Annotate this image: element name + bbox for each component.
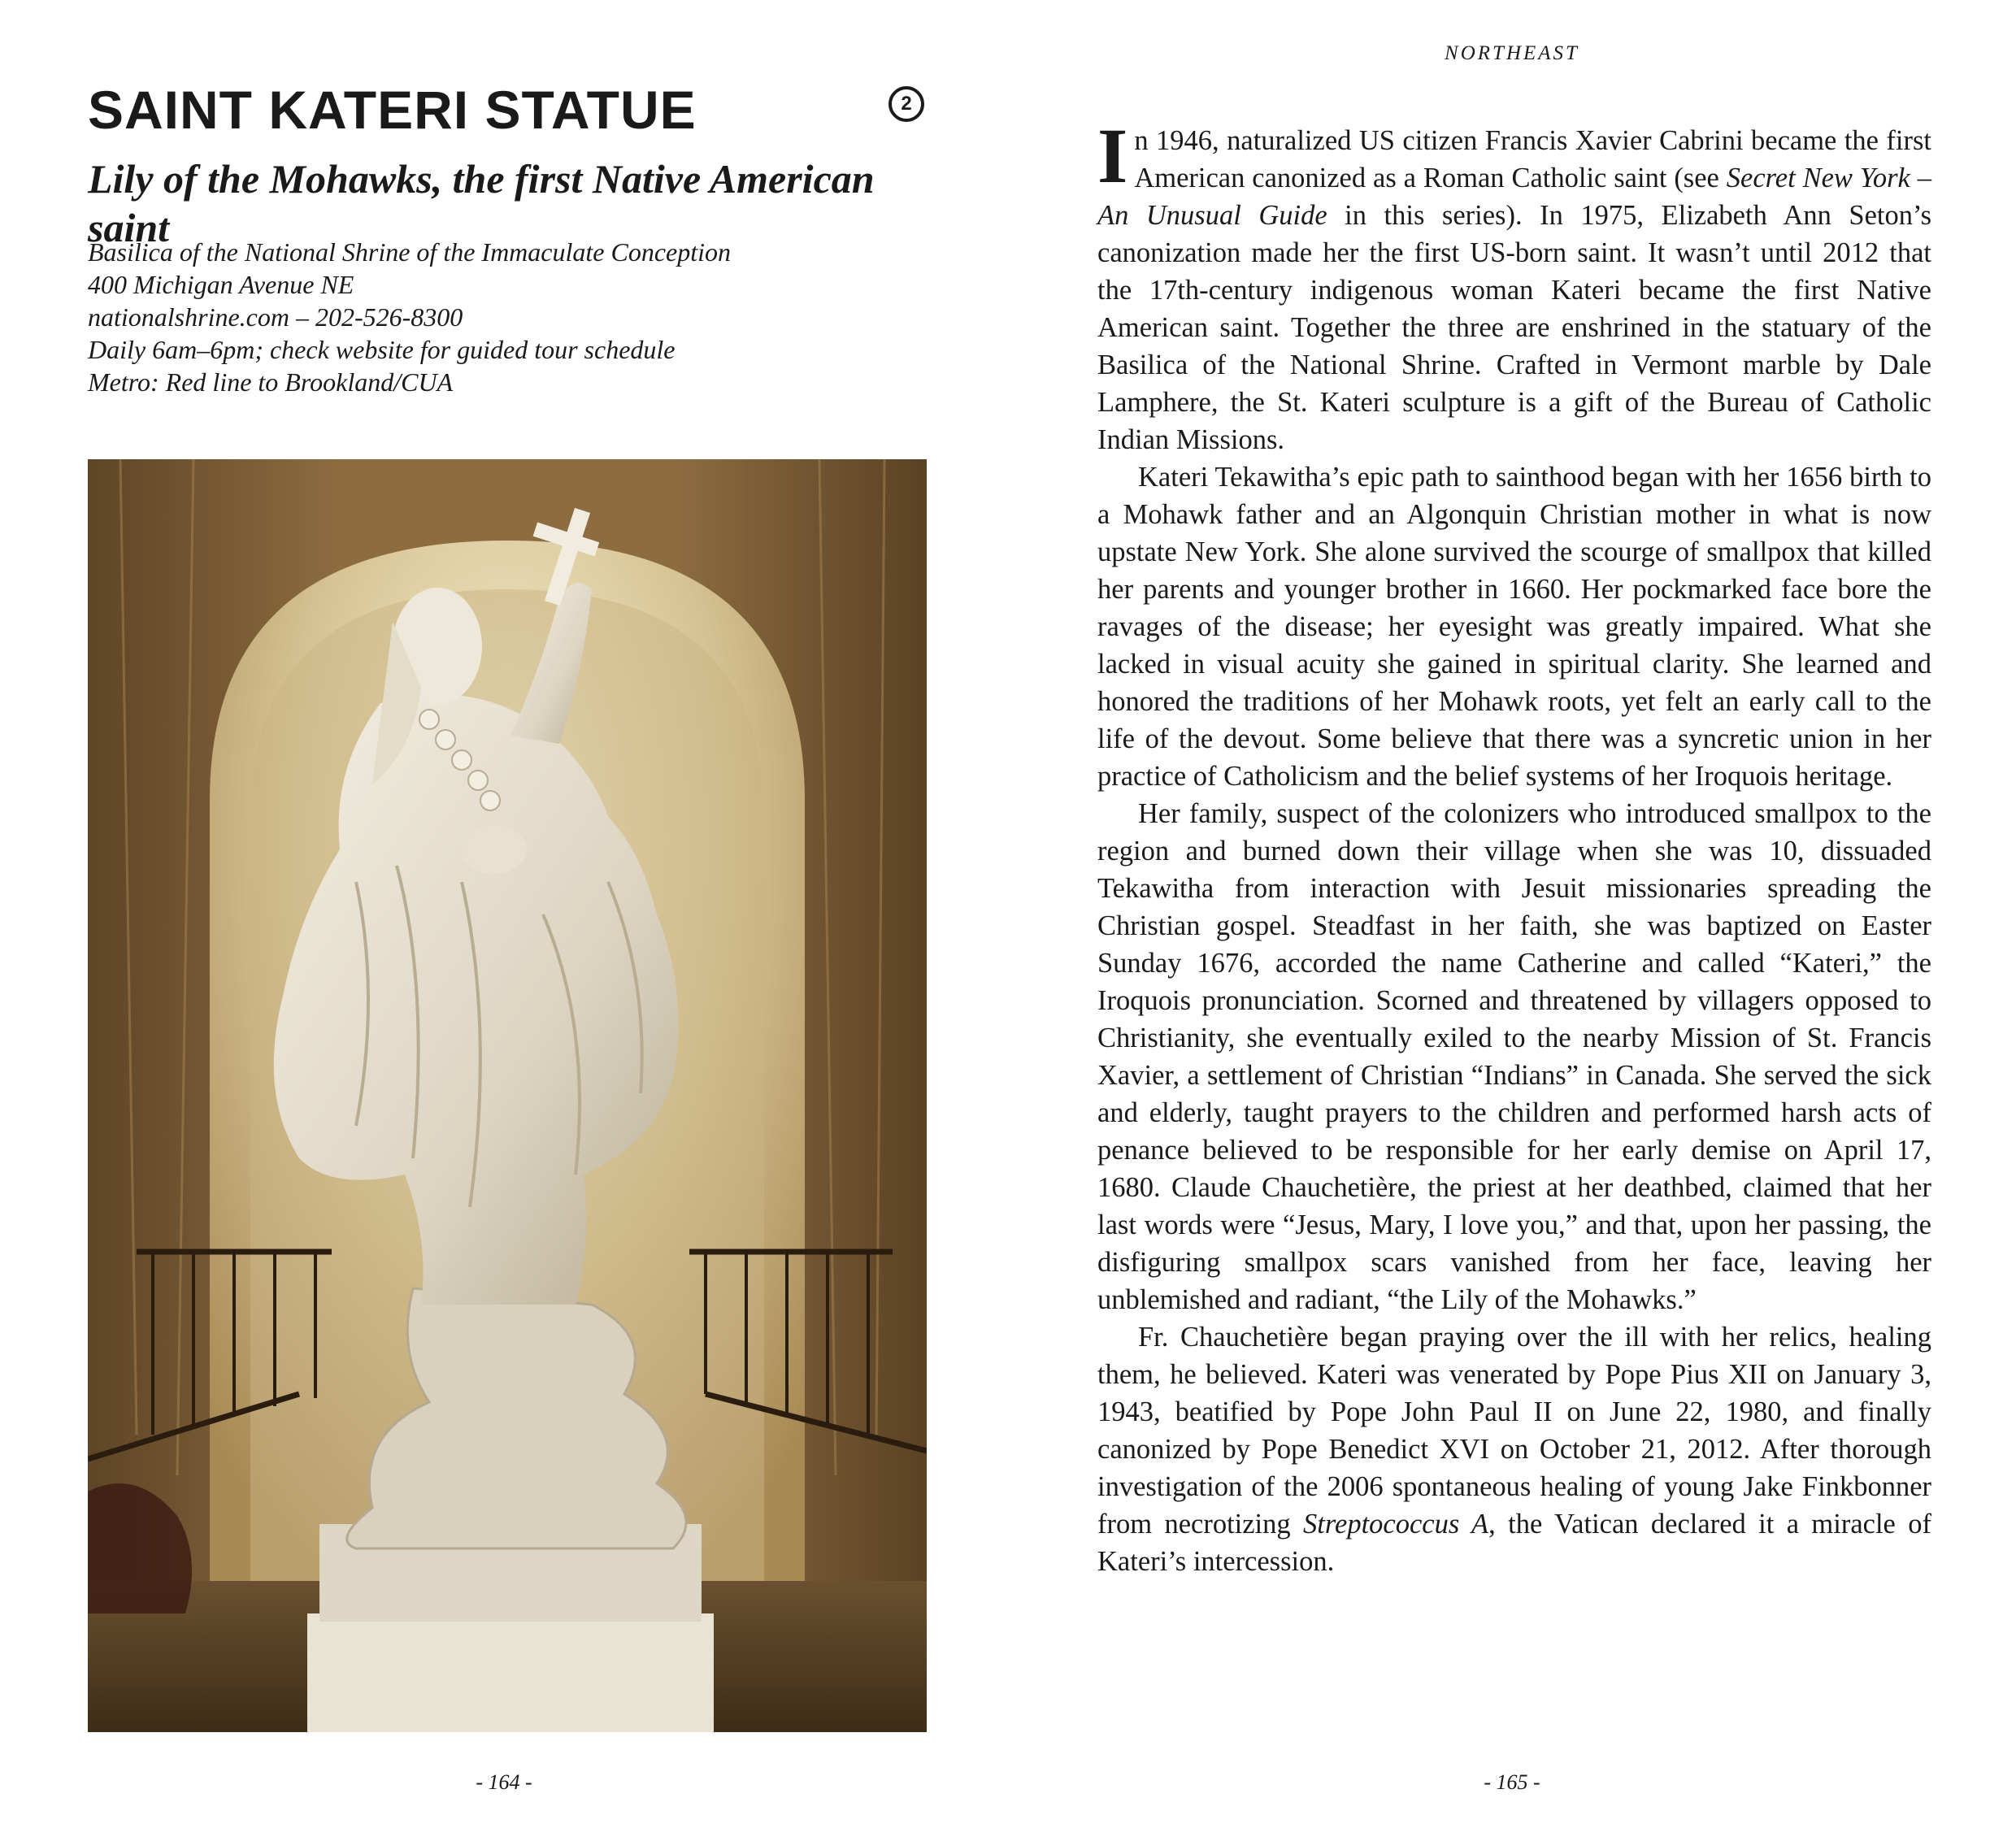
info-address: 400 Michigan Avenue NE (88, 270, 354, 299)
statue-illustration (88, 459, 927, 1732)
paragraph-3: Her family, suspect of the colonizers who introduced smallpox to the region and burned down their village when she was 10, dissuaded Tekawitha from interaction with Jesuit missionaries spreading the Christian gospel. Steadfast in her faith, she was baptized on Easter Sunday 1676, accorded the name Catherine and called “Kateri,” the Iroquois pronunciation. Scorned and threatened by villagers opposed to Christianity, she eventually exiled to the nearby Mission of St. Francis Xavier, a settlement of Christian “Indians” in Canada. She served the sick and elderly, taught prayers to the children and performed harsh acts of penance believed to be responsible for her early demise on April 17, 1680. Claude Chauchetière, the priest at her deathbed, claimed that her last words were “Jesus, Mary, I love you,” and that, upon her passing, the disfiguring smallpox scars vanished from her face, leaving her unblemished and radiant, “the Lily of the Mohawks.” (1097, 798, 1931, 1315)
info-contact: nationalshrine.com – 202-526-8300 (88, 302, 463, 332)
paragraph-1: In 1946, naturalized US citizen Francis Xavier Cabrini became the first American canonized as a Roman Catholic saint (see Secret New York – An Unusual Guide in this series). In 1975, Elizabeth Ann Seton’s canonization made her the first US-born saint. It wasn’t until 2012 that the 17th-century indigenous woman Kateri became the first Native American saint. Together the three are enshrined in the statuary of the Basilica of the National Shrine. Crafted in Vermont marble by Dale Lamphere, the St. Kateri sculpture is a gift of the Bureau of Catholic Indian Missions. (1097, 112, 1931, 455)
article-body (1097, 112, 1931, 1580)
location-info (88, 236, 949, 398)
page-number-right: - 165 - (1484, 1770, 1540, 1794)
drop-cap: I (1097, 112, 1128, 199)
page-subtitle: Lily of the Mohawks, the first Native American saint (88, 156, 875, 250)
info-hours: Daily 6am–6pm; check website for guided tour schedule (88, 335, 676, 364)
statue-photo (88, 459, 927, 1732)
right-page (1008, 0, 2016, 1824)
page-number-left: - 164 - (476, 1770, 532, 1794)
paragraph-4: Fr. Chauchetière began praying over the ill with her relics, healing them, he believed. Kateri was venerated by Pope Pius XII on January 3, 1943, beatified by Pope John Paul II on June 22, 1980, and finally canonized by Pope Benedict XVI on October 21, 2012. After thorough investigation of the 2006 spontaneous healing of young Jake Finkbonner from necrotizing Streptococcus A, the Vatican declared it a miracle of Kateri’s intercession. (1097, 1322, 1931, 1577)
running-head: NORTHEAST (1445, 42, 1579, 64)
info-venue: Basilica of the National Shrine of the Immaculate Conception (88, 237, 731, 267)
paragraph-2: Kateri Tekawitha’s epic path to sainthood began with her 1656 birth to a Mohawk father and an Algonquin Christian mother in what is now upstate New York. She alone survived the scourge of smallpox that killed her parents and younger brother in 1660. Her pockmarked face bore the ravages of the disease; her eyesight was greatly impaired. What she lacked in visual acuity she gained in spiritual clarity. She learned and honored the traditions of her Mohawk roots, yet felt an early call to the life of the devout. Some believe that there was a syncretic union in her practice of Catholicism and the belief systems of her Iroquois heritage. (1097, 462, 1931, 792)
page-title: SAINT KATERI STATUE (88, 80, 697, 140)
info-metro: Metro: Red line to Brookland/CUA (88, 367, 454, 397)
entry-number-badge: 2 (889, 86, 924, 122)
